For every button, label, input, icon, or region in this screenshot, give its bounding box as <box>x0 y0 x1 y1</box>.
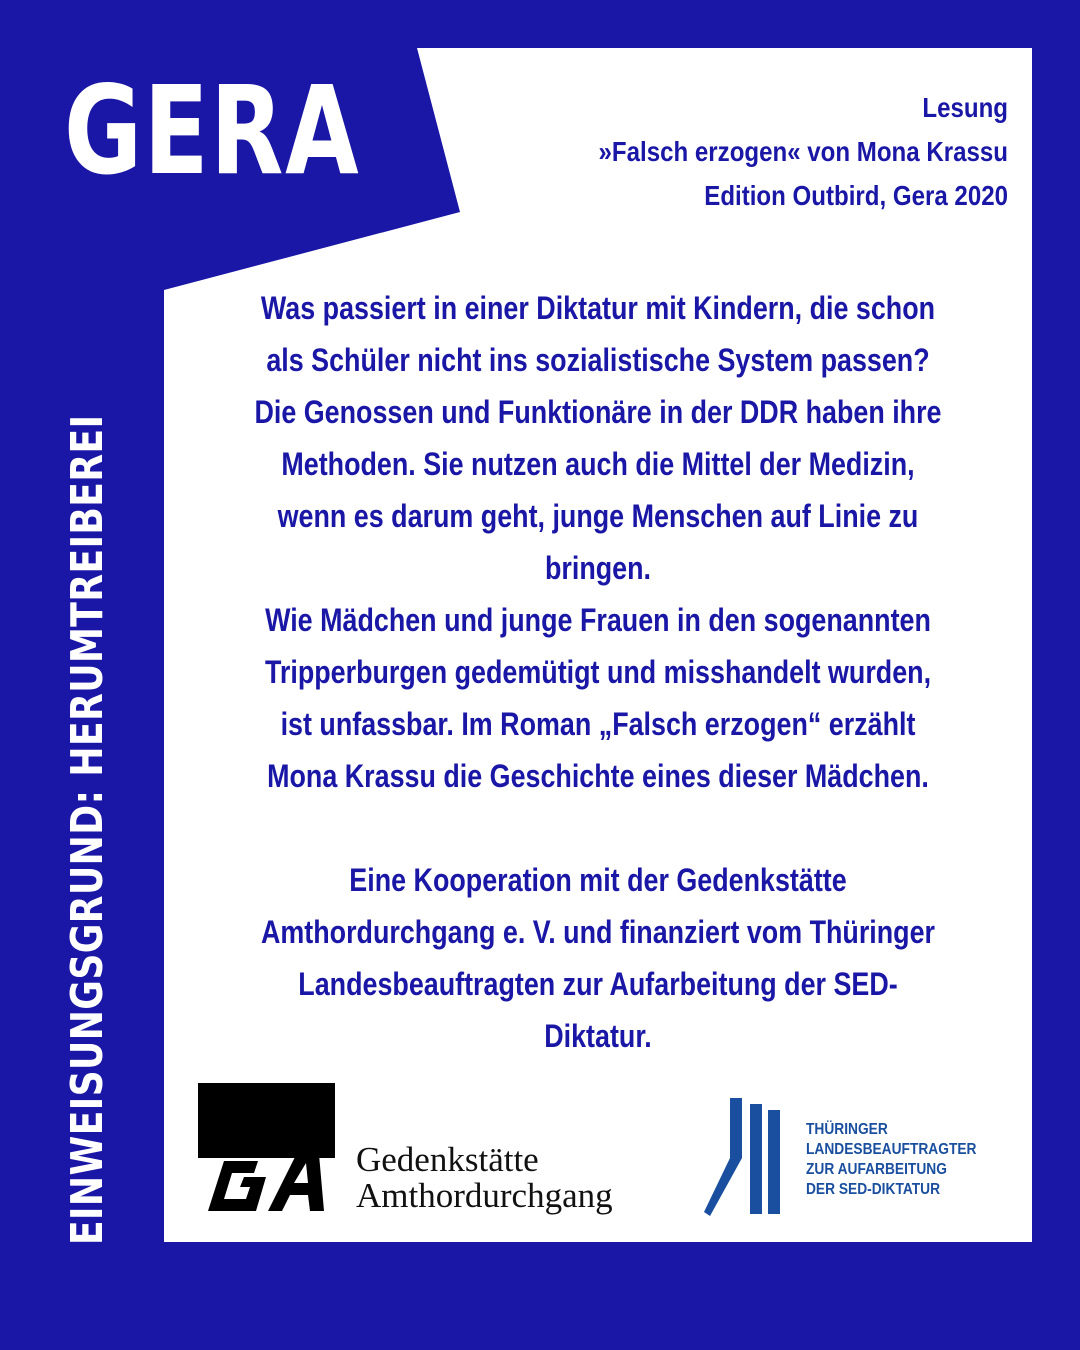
text-line: als Schüler nicht ins sozialistische System passen? <box>266 342 930 378</box>
description <box>180 282 1016 1062</box>
text-line: Amthordurchgang e. V. und finanziert vom Thüringer <box>260 914 936 950</box>
gedenkstaette-logo-text: Gedenkstätte Amthordurchgang <box>356 1140 613 1215</box>
event-type: Lesung <box>922 92 1008 123</box>
text-line: Wie Mädchen und junge Frauen in den sogenannten <box>265 602 931 638</box>
edition-info: Edition Outbird, Gera 2020 <box>704 180 1008 211</box>
landesbeauftragter-logo-icon <box>700 1098 790 1216</box>
text-line: bringen. <box>544 550 652 586</box>
paragraph-gap <box>180 802 1016 854</box>
side-title: EINWEISUNGSGRUND: HERUMTREIBEREI <box>62 414 113 1245</box>
text-line: Eine Kooperation mit der Gedenkstätte <box>349 862 847 898</box>
text-line: wenn es darum geht, junge Menschen auf Linie zu <box>277 498 919 534</box>
book-title: »Falsch erzogen« von Mona Krassu <box>598 136 1008 167</box>
text-line: Landesbeauftragten zur Aufarbeitung der SED- <box>298 966 898 1002</box>
landesbeauftragter-logo-text: THÜRINGER LANDESBEAUFTRAGTER ZUR AUFARBEITUNG DER SED-DIKTATUR <box>806 1121 977 1198</box>
text-line: Mona Krassu die Geschichte eines dieser Mädchen. <box>267 758 929 794</box>
text-line: Die Genossen und Funktionäre in der DDR haben ihre <box>254 394 942 430</box>
gedenkstaette-logo-icon <box>198 1083 335 1220</box>
text-line: Was passiert in einer Diktatur mit Kindern, die schon <box>260 290 936 326</box>
event-header <box>488 86 1008 218</box>
text-line: Diktatur. <box>544 1018 652 1054</box>
text-line: ist unfassbar. Im Roman „Falsch erzogen“ erzählt <box>280 706 916 742</box>
text-line: Tripperburgen gedemütigt und misshandelt wurden, <box>264 654 932 690</box>
city-title: GERA <box>64 60 361 202</box>
text-line: Methoden. Sie nutzen auch die Mittel der Medizin, <box>281 446 915 482</box>
